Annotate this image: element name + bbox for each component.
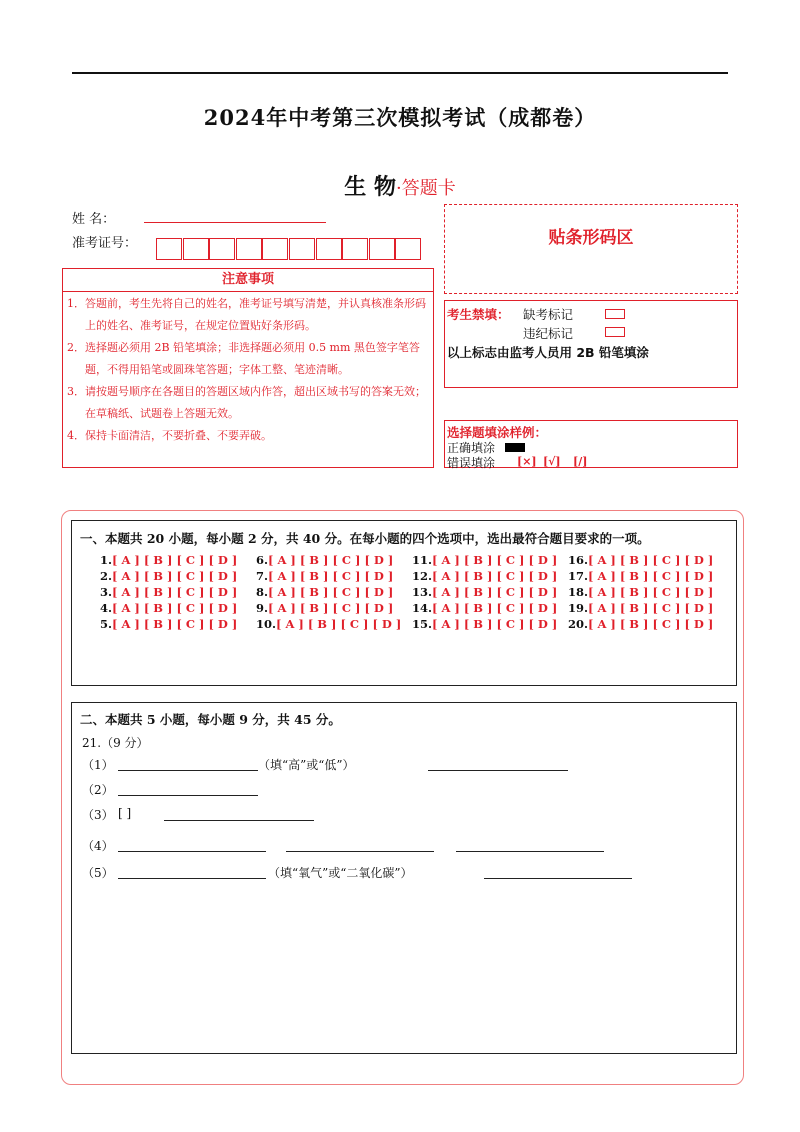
wrong-fill-sample-x: [×]	[517, 455, 537, 468]
part-3-bracket[interactable]: [ ]	[118, 806, 132, 820]
section-2-written	[71, 702, 737, 1054]
exam-id-digit-box[interactable]	[262, 238, 288, 260]
part-1-label: （1）	[82, 758, 114, 772]
part-5-hint: （填“氧气”或“二氧化碳”）	[268, 866, 413, 880]
choice-options[interactable]: [ A ] [ B ] [ C ] [ D ]	[268, 553, 394, 567]
notice-item: 3．请按题号顺序在各题目的答题区域内作答，超出区域书写的答案无效；在草稿纸、试题卷上答题无效。	[67, 385, 426, 420]
question-number: 9.	[256, 601, 269, 615]
notice-item: 1．答题前，考生先将自己的姓名，准考证号填写清楚，并认真核准条形码上的姓名、准考证号，在规定位置贴好条形码。	[67, 297, 426, 332]
part-2-answer-line[interactable]	[118, 795, 258, 796]
part-3-label: （3）	[82, 808, 114, 822]
exam-id-digit-box[interactable]	[289, 238, 315, 260]
question-number: 14.	[412, 601, 433, 615]
choice-question	[256, 569, 393, 583]
choice-question	[568, 585, 713, 599]
choice-question	[256, 553, 393, 567]
wrong-fill-label: 错误填涂	[447, 456, 496, 470]
name-field[interactable]	[144, 222, 326, 223]
question-number: 17.	[568, 569, 589, 583]
absent-label: 缺考标记	[523, 307, 574, 322]
question-number: 15.	[412, 617, 433, 631]
part-4-answer-line-b[interactable]	[286, 851, 434, 852]
question-number: 12.	[412, 569, 433, 583]
notice-box	[62, 268, 434, 468]
question-number: 19.	[568, 601, 589, 615]
part-5-answer-line-b[interactable]	[484, 878, 632, 879]
fill-sample-box	[444, 420, 738, 468]
part-1-answer-line-b[interactable]	[428, 770, 568, 771]
choice-question	[100, 585, 237, 599]
barcode-label: 贴条形码区	[548, 228, 634, 248]
violation-label: 违纪标记	[523, 326, 574, 341]
choice-question	[412, 569, 557, 583]
section-1-choice	[71, 520, 737, 686]
name-label: 姓 名：	[72, 212, 116, 227]
id-label: 准考证号：	[72, 236, 138, 251]
part-2-label: （2）	[82, 783, 114, 797]
examiner-only-box	[444, 300, 738, 388]
exam-id-digit-box[interactable]	[156, 238, 182, 260]
choice-options[interactable]: [ A ] [ B ] [ C ] [ D ]	[268, 585, 394, 599]
choice-options[interactable]: [ A ] [ B ] [ C ] [ D ]	[112, 553, 238, 567]
question-number: 10.	[256, 617, 277, 631]
question-number: 6.	[256, 553, 269, 567]
choice-question	[412, 553, 557, 567]
notice-item: 2．选择题必须用 2B 铅笔填涂；非选择题必须用 0.5 mm 黑色签字笔答题，不得用铅笔或圆珠笔答题；字体工整、笔迹清晰。	[67, 341, 420, 376]
choice-options[interactable]: [ A ] [ B ] [ C ] [ D ]	[432, 617, 558, 631]
part-5-answer-line-a[interactable]	[118, 878, 266, 879]
choice-options[interactable]: [ A ] [ B ] [ C ] [ D ]	[112, 569, 238, 583]
question-21-label: 21.（9 分）	[82, 736, 149, 750]
question-number: 2.	[100, 569, 113, 583]
wrong-fill-sample-slash: [/]	[573, 455, 588, 468]
violation-mark-box[interactable]	[605, 327, 625, 337]
choice-options[interactable]: [ A ] [ B ] [ C ] [ D ]	[588, 553, 714, 567]
exam-id-digit-box[interactable]	[236, 238, 262, 260]
choice-question	[256, 601, 393, 615]
choice-question	[568, 569, 713, 583]
answer-card-label: ·答题卡	[395, 178, 456, 199]
choice-options[interactable]: [ A ] [ B ] [ C ] [ D ]	[588, 601, 714, 615]
notice-item: 4．保持卡面清洁，不要折叠、不要弄破。	[67, 429, 272, 442]
fill-sample-title: 选择题填涂样例：	[447, 425, 548, 440]
notice-title: 注意事项	[63, 269, 433, 292]
choice-question	[412, 601, 557, 615]
choice-question	[100, 553, 237, 567]
exam-id-digit-box[interactable]	[395, 238, 421, 260]
question-number: 4.	[100, 601, 113, 615]
choice-question	[412, 617, 557, 631]
question-number: 18.	[568, 585, 589, 599]
section-2-heading: 二、本题共 5 小题，每小题 9 分，共 45 分。	[80, 712, 341, 727]
subject-name: 生 物	[344, 174, 396, 200]
exam-id-digit-box[interactable]	[316, 238, 342, 260]
part-5-label: （5）	[82, 866, 114, 880]
choice-options[interactable]: [ A ] [ B ] [ C ] [ D ]	[432, 601, 558, 615]
choice-question	[100, 601, 237, 615]
choice-options[interactable]: [ A ] [ B ] [ C ] [ D ]	[588, 617, 714, 631]
choice-question	[256, 585, 393, 599]
choice-question	[568, 553, 713, 567]
question-number: 16.	[568, 553, 589, 567]
question-number: 5.	[100, 617, 113, 631]
choice-options[interactable]: [ A ] [ B ] [ C ] [ D ]	[112, 601, 238, 615]
examiner-note: 以上标志由监考人员用 2B 铅笔填涂	[447, 345, 649, 360]
part-3-answer-line[interactable]	[164, 820, 314, 821]
question-number: 8.	[256, 585, 269, 599]
choice-options[interactable]: [ A ] [ B ] [ C ] [ D ]	[268, 569, 394, 583]
part-4-label: （4）	[82, 839, 114, 853]
choice-options[interactable]: [ A ] [ B ] [ C ] [ D ]	[268, 601, 394, 615]
exam-title: 2024年中考第三次模拟考试（成都卷）	[203, 105, 597, 130]
choice-question	[256, 617, 401, 631]
question-number: 3.	[100, 585, 113, 599]
choice-options[interactable]: [ A ] [ B ] [ C ] [ D ]	[112, 617, 238, 631]
exam-id-digit-box[interactable]	[209, 238, 235, 260]
exam-id-digit-box[interactable]	[342, 238, 368, 260]
choice-options[interactable]: [ A ] [ B ] [ C ] [ D ]	[432, 585, 558, 599]
choice-options[interactable]: [ A ] [ B ] [ C ] [ D ]	[432, 553, 558, 567]
question-number: 1.	[100, 553, 113, 567]
part-1-answer-line-a[interactable]	[118, 770, 258, 771]
question-number: 11.	[412, 553, 433, 567]
choice-question	[568, 601, 713, 615]
choice-options[interactable]: [ A ] [ B ] [ C ] [ D ]	[432, 569, 558, 583]
exam-id-digit-box[interactable]	[183, 238, 209, 260]
choice-options[interactable]: [ A ] [ B ] [ C ] [ D ]	[588, 585, 714, 599]
question-number: 20.	[568, 617, 589, 631]
examiner-only-title: 考生禁填：	[447, 307, 510, 322]
question-number: 13.	[412, 585, 433, 599]
correct-fill-label: 正确填涂	[447, 441, 496, 455]
part-4-answer-line-c[interactable]	[456, 851, 604, 852]
section-1-heading: 一、本题共 20 小题，每小题 2 分，共 40 分。在每小题的四个选项中，选出最符合题目要求的一项。	[80, 531, 650, 546]
choice-options[interactable]: [ A ] [ B ] [ C ] [ D ]	[276, 617, 402, 631]
part-1-hint: （填“高”或“低”）	[258, 758, 355, 772]
top-rule	[72, 72, 728, 74]
choice-options[interactable]: [ A ] [ B ] [ C ] [ D ]	[112, 585, 238, 599]
wrong-fill-sample-check: [√]	[543, 455, 561, 468]
correct-fill-sample	[505, 443, 525, 452]
choice-question	[100, 569, 237, 583]
exam-id-digit-box[interactable]	[369, 238, 395, 260]
barcode-area	[444, 204, 738, 294]
choice-options[interactable]: [ A ] [ B ] [ C ] [ D ]	[588, 569, 714, 583]
choice-question	[100, 617, 237, 631]
subject-title	[0, 170, 800, 201]
question-number: 7.	[256, 569, 269, 583]
absent-mark-box[interactable]	[605, 309, 625, 319]
part-4-answer-line-a[interactable]	[118, 851, 266, 852]
choice-question	[568, 617, 713, 631]
choice-question	[412, 585, 557, 599]
